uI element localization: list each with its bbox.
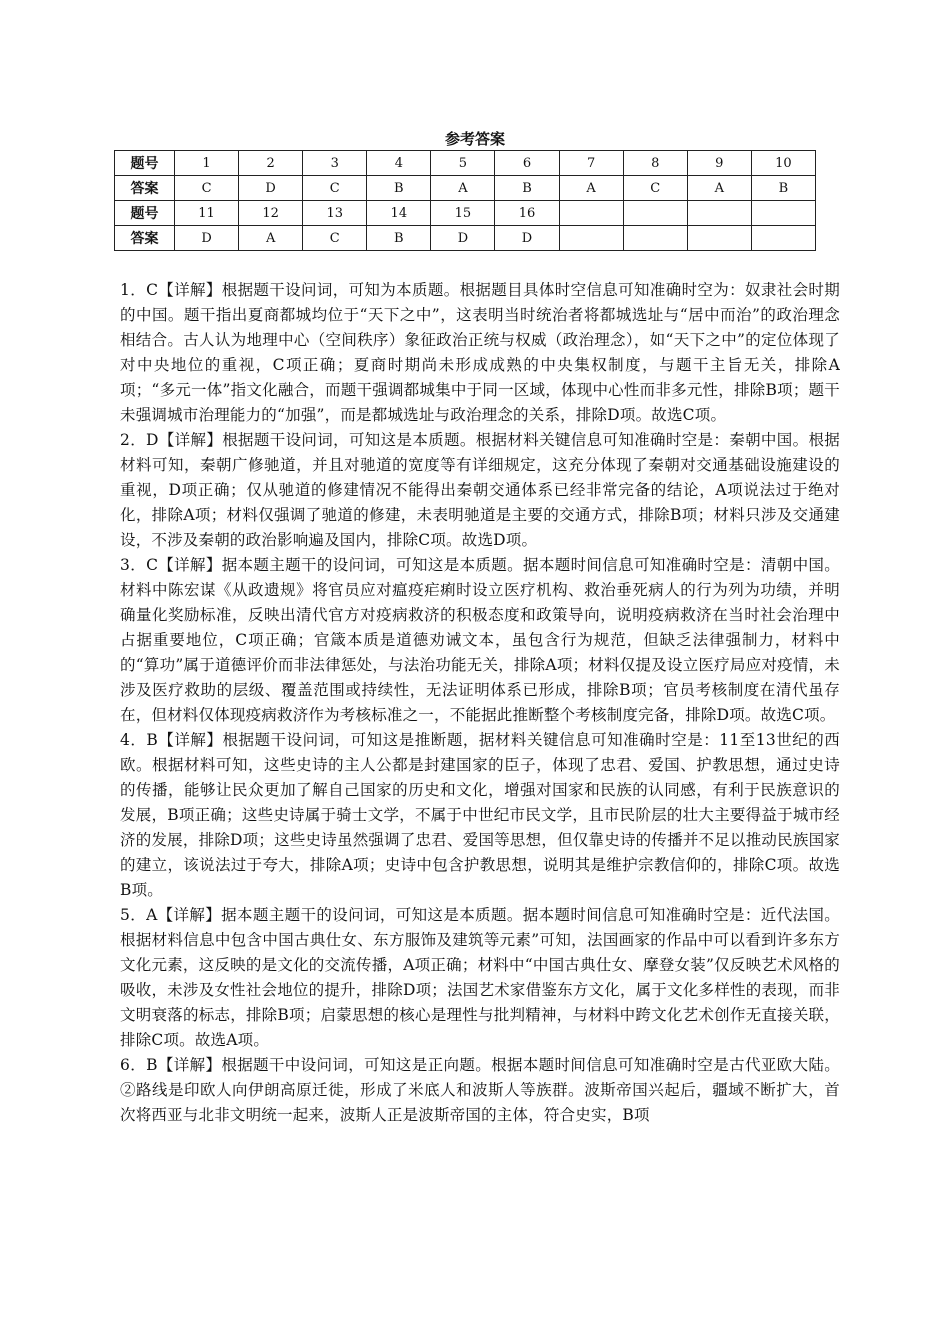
table-cell: A (687, 176, 751, 201)
row-header: 答案 (115, 176, 175, 201)
explanation-paragraph: 4．B【详解】根据题干设问词，可知这是推断题，据材料关键信息可知准确时空是：11至13世纪的西欧。根据材料可知，这些史诗的主人公都是封建国家的臣子，体现了忠君、爱国、护教思想，通过史诗的传播，能够让民众更加了解自己国家的历史和文化，增强对国家和民族的认同感，有利于民族意识的发展，B项正确；这些史诗属于骑士文学，不属于中世纪市民文学，且市民阶层的壮大主要得益于城市经济的发展，排除D项；这些史诗虽然强调了忠君、爱国等思想，但仅靠史诗的传播并不足以推动民族国家的建立，该说法过于夸大，排除A项；史诗中包含护教思想，说明其是维护宗教信仰的，排除C项。故选B项。 (120, 731, 840, 899)
table-cell (559, 201, 623, 226)
row-header: 题号 (115, 201, 175, 226)
table-cell: 13 (303, 201, 367, 226)
table-cell (751, 226, 815, 251)
table-cell: 15 (431, 201, 495, 226)
table-cell (687, 201, 751, 226)
explanation-paragraph: 5．A【详解】据本题主题干的设问词，可知这是本质题。据本题时间信息可知准确时空是：近代法国。根据材料信息中包含中国古典仕女、东方服饰及建筑等元素”可知，法国画家的作品中可以看到许多东方文化元素，这反映的是文化的交流传播，A项正确；材料中“中国古典仕女、摩登女装”仅反映艺术风格的吸收，未涉及女性社会地位的提升，排除D项；法国艺术家借鉴东方文化，属于文化多样性的表现，而非文明衰落的标志，排除B项；启蒙思想的核心是理性与批判精神，与材料中跨文化艺术创作无直接关联，排除C项。故选A项。 (120, 906, 840, 1049)
table-cell (623, 226, 687, 251)
table-cell: B (367, 226, 431, 251)
explanation-paragraph: 6．B【详解】根据题干中设问词，可知这是正向题。根据本题时间信息可知准确时空是古代亚欧大陆。②路线是印欧人向伊朗高原迁徙，形成了米底人和波斯人等族群。波斯帝国兴起后，疆域不断扩大，首次将西亚与北非文明统一起来，波斯人正是波斯帝国的主体，符合史实，B项 (120, 1056, 840, 1124)
table-cell: D (431, 226, 495, 251)
table-cell (623, 201, 687, 226)
table-cell: 8 (623, 151, 687, 176)
table-cell: D (239, 176, 303, 201)
table-cell: 2 (239, 151, 303, 176)
table-cell: A (559, 176, 623, 201)
table-cell: C (623, 176, 687, 201)
table-cell: 7 (559, 151, 623, 176)
explanation-paragraph: 1．C【详解】根据题干设问词，可知为本质题。根据题目具体时空信息可知准确时空为：奴隶社会时期的中国。题干指出夏商都城均位于“天下之中”，这表明当时统治者将都城选址与“居中而治”的政治理念相结合。古人认为地理中心（空间秩序）象征政治正统与权威（政治理念），如“天下之中”的定位体现了对中央地位的重视，C项正确；夏商时期尚未形成成熟的中央集权制度，与题干主旨无关，排除A项；“多元一体”指文化融合，而题干强调都城集中于同一区域，体现中心性而非多元性，排除B项；题干未强调城市治理能力的“加强”，而是都城选址与政治理念的关系，排除D项。故选C项。 (120, 281, 840, 424)
table-cell: 16 (495, 201, 559, 226)
table-cell (751, 201, 815, 226)
answer-table (114, 150, 816, 251)
table-cell: 9 (687, 151, 751, 176)
table-cell: 4 (367, 151, 431, 176)
table-row (115, 176, 816, 201)
table-cell (559, 226, 623, 251)
row-header: 答案 (115, 226, 175, 251)
table-cell: C (303, 226, 367, 251)
table-cell: 10 (751, 151, 815, 176)
explanation-paragraph: 2．D【详解】根据题干设问词，可知这是本质题。根据材料关键信息可知准确时空是：秦朝中国。根据材料可知，秦朝广修驰道，并且对驰道的宽度等有详细规定，这充分体现了秦朝对交通基础设施建设的重视，D项正确；仅从驰道的修建情况不能得出秦朝交通体系已经非常完备的结论，A项说法过于绝对化，排除A项；材料仅强调了驰道的修建，未表明驰道是主要的交通方式，排除B项；材料只涉及交通建设，不涉及秦朝的政治影响遍及国内，排除C项。故选D项。 (120, 431, 840, 549)
table-cell: B (751, 176, 815, 201)
explanation-paragraph: 3．C【详解】据本题主题干的设问词，可知这是本质题。据本题时间信息可知准确时空是：清朝中国。材料中陈宏谋《从政遗规》将官员应对瘟疫疟痢时设立医疗机构、救治垂死病人的行为列为功绩，并明确量化奖励标准，反映出清代官方对疫病救济的积极态度和政策导向，说明疫病救济在当时社会治理中占据重要地位，C项正确；官箴本质是道德劝诫文本，虽包含行为规范，但缺乏法律强制力，材料中的“算功”属于道德评价而非法律惩处，与法治功能无关，排除A项；材料仅提及设立医疗局应对疫情，未涉及医疗救助的层级、覆盖范围或持续性，无法证明体系已形成，排除B项；官员考核制度在清代虽存在，但材料仅体现疫病救济作为考核标准之一，不能据此推断整个考核制度完备，排除D项。故选C项。 (120, 556, 840, 724)
table-cell: 6 (495, 151, 559, 176)
table-cell: A (431, 176, 495, 201)
table-row (115, 226, 816, 251)
table-cell: A (239, 226, 303, 251)
table-cell: B (367, 176, 431, 201)
table-row (115, 151, 816, 176)
table-cell: 12 (239, 201, 303, 226)
table-cell: 11 (175, 201, 239, 226)
page-title: 参考答案 (444, 130, 505, 148)
explanations (120, 278, 840, 1128)
table-cell: 5 (431, 151, 495, 176)
table-cell: D (495, 226, 559, 251)
table-cell: 1 (175, 151, 239, 176)
table-cell: D (175, 226, 239, 251)
table-cell (687, 226, 751, 251)
table-cell: 3 (303, 151, 367, 176)
row-header: 题号 (115, 151, 175, 176)
table-cell: C (175, 176, 239, 201)
table-cell: 14 (367, 201, 431, 226)
table-cell: C (303, 176, 367, 201)
table-cell: B (495, 176, 559, 201)
table-row (115, 201, 816, 226)
